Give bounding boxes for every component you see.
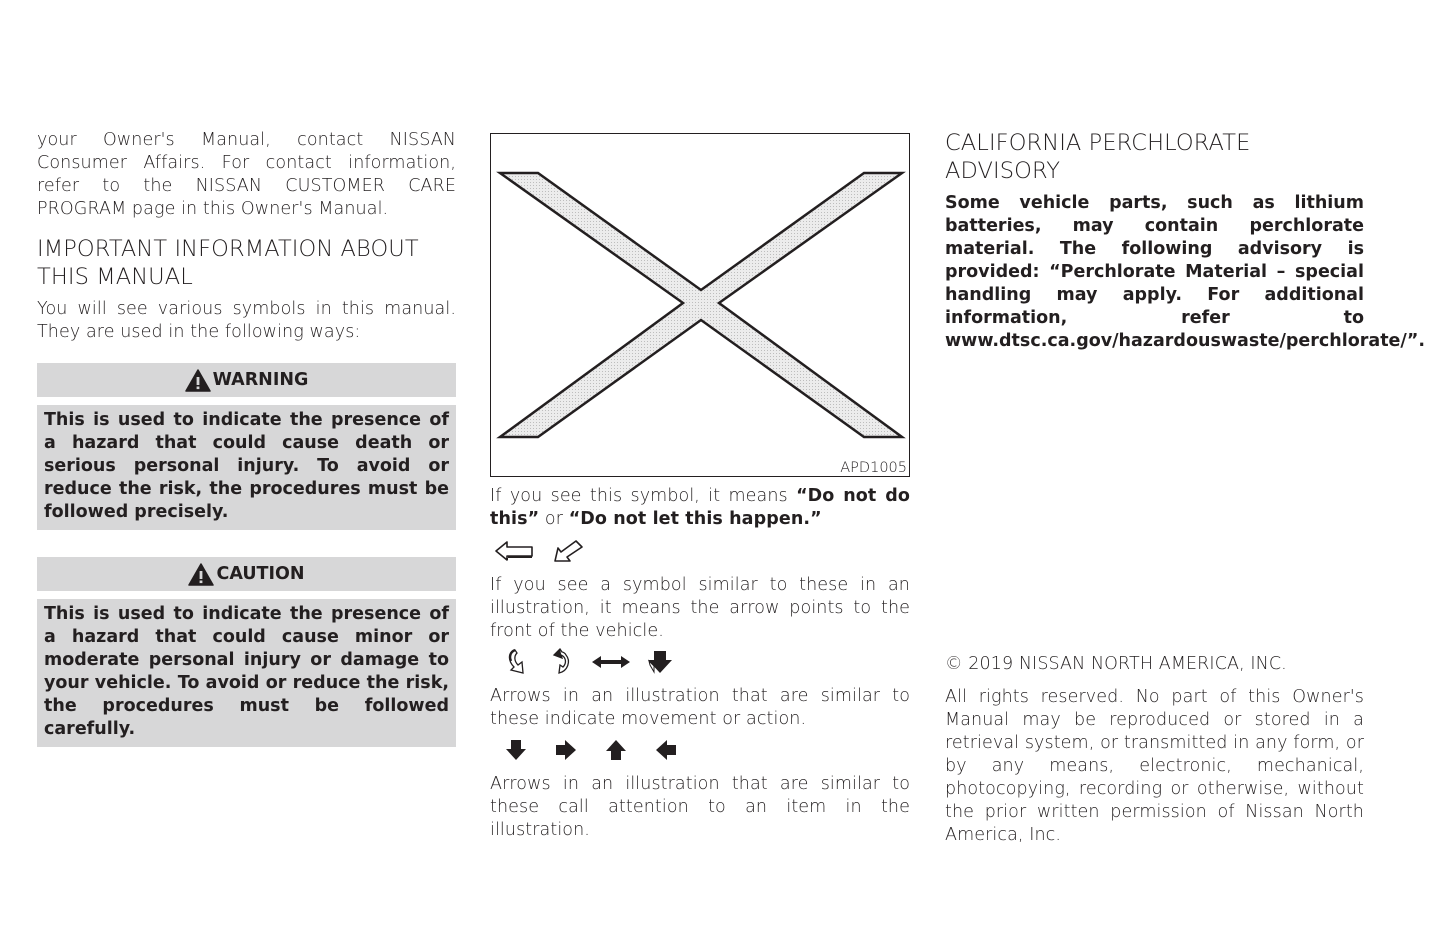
figure-code: APD1005 xyxy=(840,460,907,476)
warning-triangle-icon xyxy=(185,369,211,392)
caution-body-text: This is used to indicate the presence of a hazard that could cause minor or moderate personal injury or damage to your vehicle. To avoid or reduce the risk, the procedures must be followed carefully. xyxy=(44,604,449,739)
warning-body-text: This is used to indicate the presence of a hazard that could cause death or serious personal injury. To avoid or reduce the risk, the procedures must be followed precisely. xyxy=(44,410,449,522)
down-arrow-icon xyxy=(505,739,527,761)
warning-triangle-icon xyxy=(188,563,214,586)
up-arrow-icon xyxy=(605,739,627,761)
symbol-quote-1: “Do not do this” xyxy=(490,486,910,529)
attention-arrows-row xyxy=(505,739,677,761)
do-not-symbol-figure xyxy=(490,133,910,477)
perchlorate-advisory-text: Some vehicle parts, such as lithium batteries, may contain perchlorate material. The following advisory is provided: “Perchlorate Material – special handling may apply. For additional information, refer to www.dtsc.ca.gov/hazardouswaste/perchlorate/”. xyxy=(945,193,1425,351)
rights-reserved-paragraph: All rights reserved. No part of this Owner's Manual may be reproduced or stored in a retrieval system, or transmitted in any form, or by any means, electronic, mechanical, photocopying, recording or otherwise, without the prior written permission of Nissan North America, Inc. xyxy=(945,687,1364,845)
warning-title: WARNING xyxy=(212,370,309,390)
caution-body-box xyxy=(37,599,456,747)
warning-header xyxy=(37,363,456,397)
section-heading-important-info: IMPORTANT INFORMATION ABOUT THIS MANUAL xyxy=(37,236,419,290)
down-3d-arrow-icon xyxy=(647,649,673,675)
right-arrow-icon xyxy=(555,739,577,761)
symbol-or-text: or xyxy=(539,509,569,529)
front-arrows-paragraph: If you see a symbol similar to these in an illustration, it means the arrow points to the front of the vehicle. xyxy=(490,575,910,641)
attention-arrows-paragraph: Arrows in an illustration that are similar to these call attention to an item in the illustration. xyxy=(490,774,910,840)
caution-header xyxy=(37,557,456,591)
symbol-meaning-paragraph xyxy=(490,485,910,531)
section-heading-perchlorate: CALIFORNIA PERCHLORATE ADVISORY xyxy=(945,130,1251,184)
symbol-quote-2: “Do not let this happen.” xyxy=(568,509,822,529)
curved-arrow-right-icon xyxy=(551,647,575,677)
left-arrow-icon xyxy=(655,739,677,761)
outline-diagonal-arrow-icon xyxy=(552,538,586,564)
outline-left-arrow-icon xyxy=(494,539,534,563)
do-not-x-symbol-icon xyxy=(491,134,911,478)
movement-arrows-paragraph: Arrows in an illustration that are similar to these indicate movement or action. xyxy=(490,686,910,729)
front-arrows-row xyxy=(494,538,586,564)
movement-arrows-row xyxy=(505,647,673,677)
symbol-meaning-text: If you see this symbol, it means xyxy=(490,486,797,506)
intro-paragraph: your Owner's Manual, contact NISSAN Consumer Affairs. For contact information, refer to the NISSAN CUSTOMER CARE PROGRAM page in this Owner's Manual. xyxy=(37,130,456,219)
symbols-intro-paragraph: You will see various symbols in this manual. They are used in the following ways: xyxy=(37,299,456,342)
curved-arrow-left-icon xyxy=(505,647,529,677)
copyright-line: © 2019 NISSAN NORTH AMERICA, INC. xyxy=(945,654,1287,674)
warning-body-box xyxy=(37,405,456,530)
caution-title: CAUTION xyxy=(216,564,305,584)
double-headed-arrow-icon xyxy=(591,654,631,670)
